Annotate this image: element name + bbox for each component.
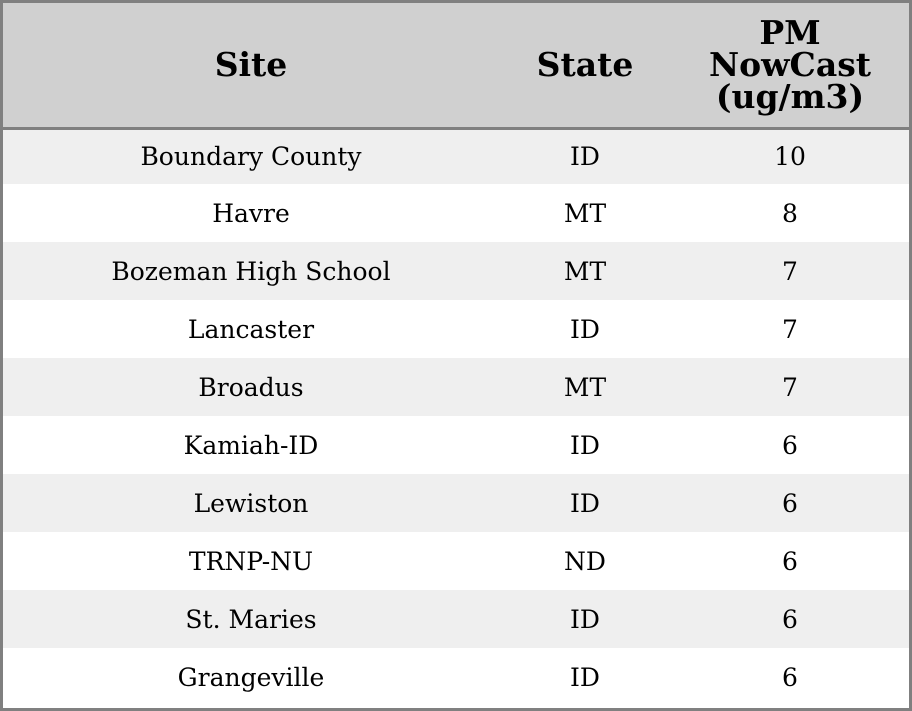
column-header-site: Site [3,3,499,128]
table-row [3,358,909,416]
table-header-row [3,3,909,128]
column-header-state: State [499,3,671,128]
table-row [3,128,909,184]
state-cell: ID [570,604,600,634]
pm-value-cell: 10 [774,142,806,172]
table-row [3,184,909,242]
pm-header-line-3: (ug/m3) [715,76,865,116]
table-row [3,590,909,648]
site-cell: Broadus [198,372,304,402]
column-header-pm-nowcast [671,3,909,128]
pm-nowcast-table [3,3,909,706]
state-cell: ID [570,142,600,172]
state-cell: ID [570,314,600,344]
pm-value-cell: 6 [782,662,798,692]
table-body [3,128,909,706]
pm-value-cell: 7 [782,314,798,344]
state-cell: ID [570,662,600,692]
state-cell: MT [563,198,607,228]
table-row [3,300,909,358]
state-cell: MT [563,372,607,402]
pm-header-line-2: NowCast [708,44,872,84]
table-row [3,648,909,706]
site-cell: Lancaster [187,314,315,344]
table-row [3,242,909,300]
pm-value-cell: 7 [782,256,798,286]
pm-value-cell: 6 [782,546,798,576]
pm-value-cell: 6 [782,430,798,460]
table-row [3,416,909,474]
state-cell: ND [564,546,606,576]
site-cell: TRNP-NU [188,546,314,576]
site-cell: Lewiston [193,488,309,518]
pm-value-cell: 6 [782,604,798,634]
site-cell: Havre [212,198,290,228]
site-cell: Boundary County [140,142,362,172]
pm-value-cell: 7 [782,372,798,402]
pm-header-line-1: PM [759,12,821,52]
pm-value-cell: 8 [782,198,798,228]
state-cell: ID [570,488,600,518]
site-cell: Kamiah-ID [183,430,319,460]
pm-value-cell: 6 [782,488,798,518]
table-row [3,532,909,590]
site-cell: Grangeville [177,662,325,692]
table-row [3,474,909,532]
state-cell: MT [563,256,607,286]
site-cell: St. Maries [185,604,317,634]
state-cell: ID [570,430,600,460]
site-cell: Bozeman High School [111,256,391,286]
